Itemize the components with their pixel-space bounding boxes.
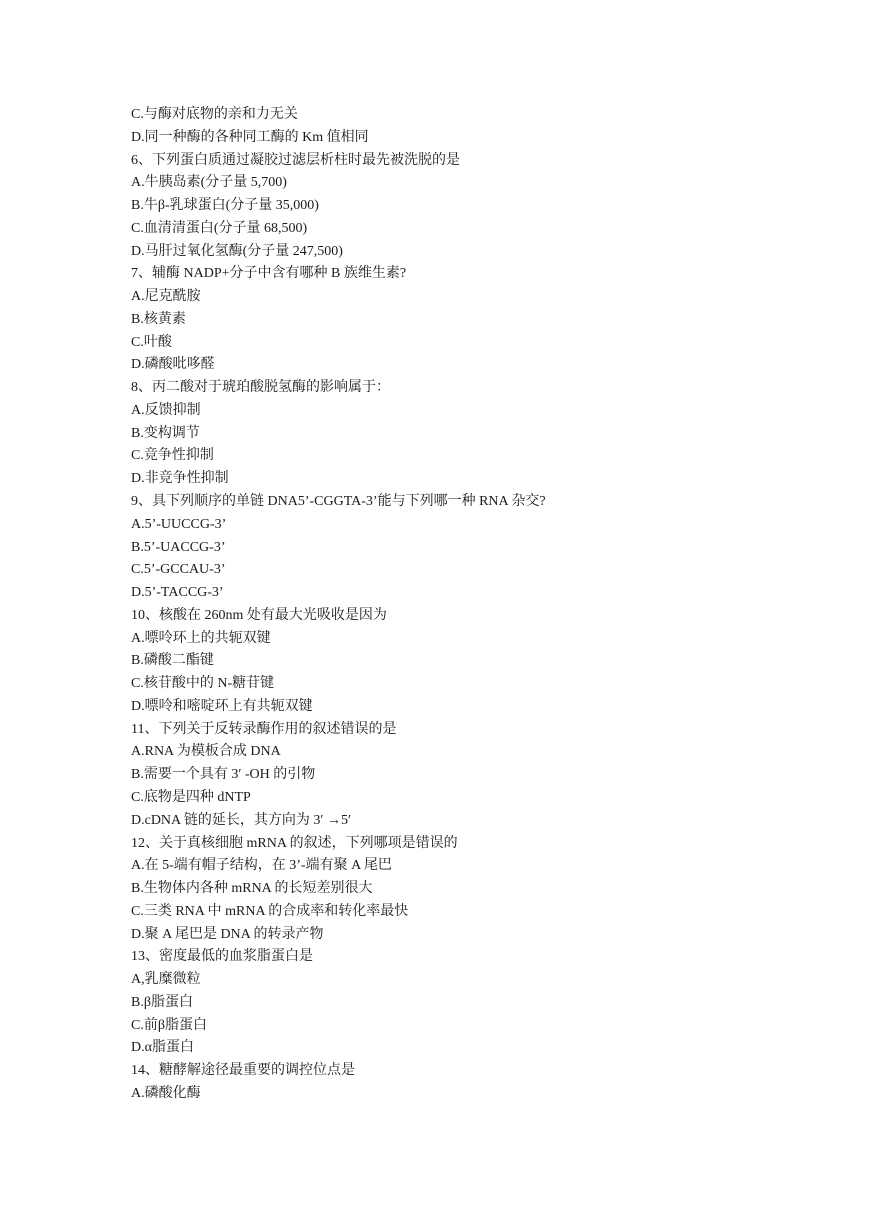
option-item: D.同一种酶的各种同工酶的 Km 值相同 [131,129,369,145]
question-stem: 13、密度最低的血浆脂蛋白是 [131,949,313,965]
option-item: C.前β脂蛋白 [131,1017,207,1033]
option-item: A.尼克酰胺 [131,289,201,305]
question-stem: 10、核酸在 260nm 处有最大光吸收是因为 [131,607,387,623]
option-item: D.5’-TACCG-3’ [131,585,224,601]
option-item: B.需要一个具有 3′ -OH 的引物 [131,767,316,783]
option-item: B.β脂蛋白 [131,994,193,1010]
option-item: A,乳糜微粒 [131,972,201,988]
question-stem: 6、下列蛋白质通过凝胶过滤层析柱时最先被洗脱的是 [131,152,460,168]
option-item: C.核苷酸中的 N-糖苷键 [131,676,275,692]
option-item: C.与酶对底物的亲和力无关 [131,107,298,122]
option-item: C.竞争性抑制 [131,448,214,464]
option-item: B.生物体内各种 mRNA 的长短差别很大 [131,881,373,897]
option-item: D.α脂蛋白 [131,1040,194,1056]
option-item: A.在 5-端有帽子结构，在 3’-端有聚 A 尾巴 [131,858,392,874]
option-item: C.叶酸 [131,334,172,350]
option-item: A.5’-UUCCG-3’ [131,516,227,532]
option-item: B.变构调节 [131,425,200,441]
option-item: D.马肝过氧化氢酶(分子量 247,500) [131,243,343,259]
option-item: B.牛β-乳球蛋白(分子量 35,000) [131,198,319,214]
option-item: D.非竞争性抑制 [131,471,229,487]
option-item: A.反馈抑制 [131,402,201,418]
option-item: A.嘌呤环上的共轭双键 [131,630,271,646]
option-item: D.cDNA 链的延长，其方向为 3′ →5′ [131,812,352,828]
question-stem: 7、辅酶 NADP+分子中含有哪种 B 族维生素? [131,266,407,282]
question-stem: 11、下列关于反转录酶作用的叙述错误的是 [131,721,397,737]
option-item: D.磷酸吡哆醛 [131,357,215,373]
option-item: B.磷酸二酯键 [131,653,214,669]
option-item: A.磷酸化酶 [131,1085,201,1101]
option-item: C.血清清蛋白(分子量 68,500) [131,220,308,236]
question-stem: 12、关于真核细胞 mRNA 的叙述，下列哪项是错误的 [131,835,458,851]
option-item: A.RNA 为模板合成 DNA [131,744,281,760]
option-item: B.核黄素 [131,311,186,327]
option-item: D.聚 A 尾巴是 DNA 的转录产物 [131,926,324,942]
option-item: C.5’-GCCAU-3’ [131,562,226,578]
option-item: C.三类 RNA 中 mRNA 的合成率和转化率最快 [131,903,409,919]
question-stem: 14、糖酵解途径最重要的调控位点是 [131,1063,355,1079]
question-stem: 9、具下列顺序的单链 DNA5’-CGGTA-3’能与下列哪一种 RNA 杂交? [131,494,546,510]
option-item: A.牛胰岛素(分子量 5,700) [131,175,287,191]
option-item: B.5’-UACCG-3’ [131,539,226,555]
option-item: C.底物是四种 dNTP [131,789,251,805]
option-item: D.嘌呤和嘧啶环上有共轭双键 [131,698,313,714]
question-stem: 8、丙二酸对于琥珀酸脱氢酶的影响属于： [131,380,390,396]
